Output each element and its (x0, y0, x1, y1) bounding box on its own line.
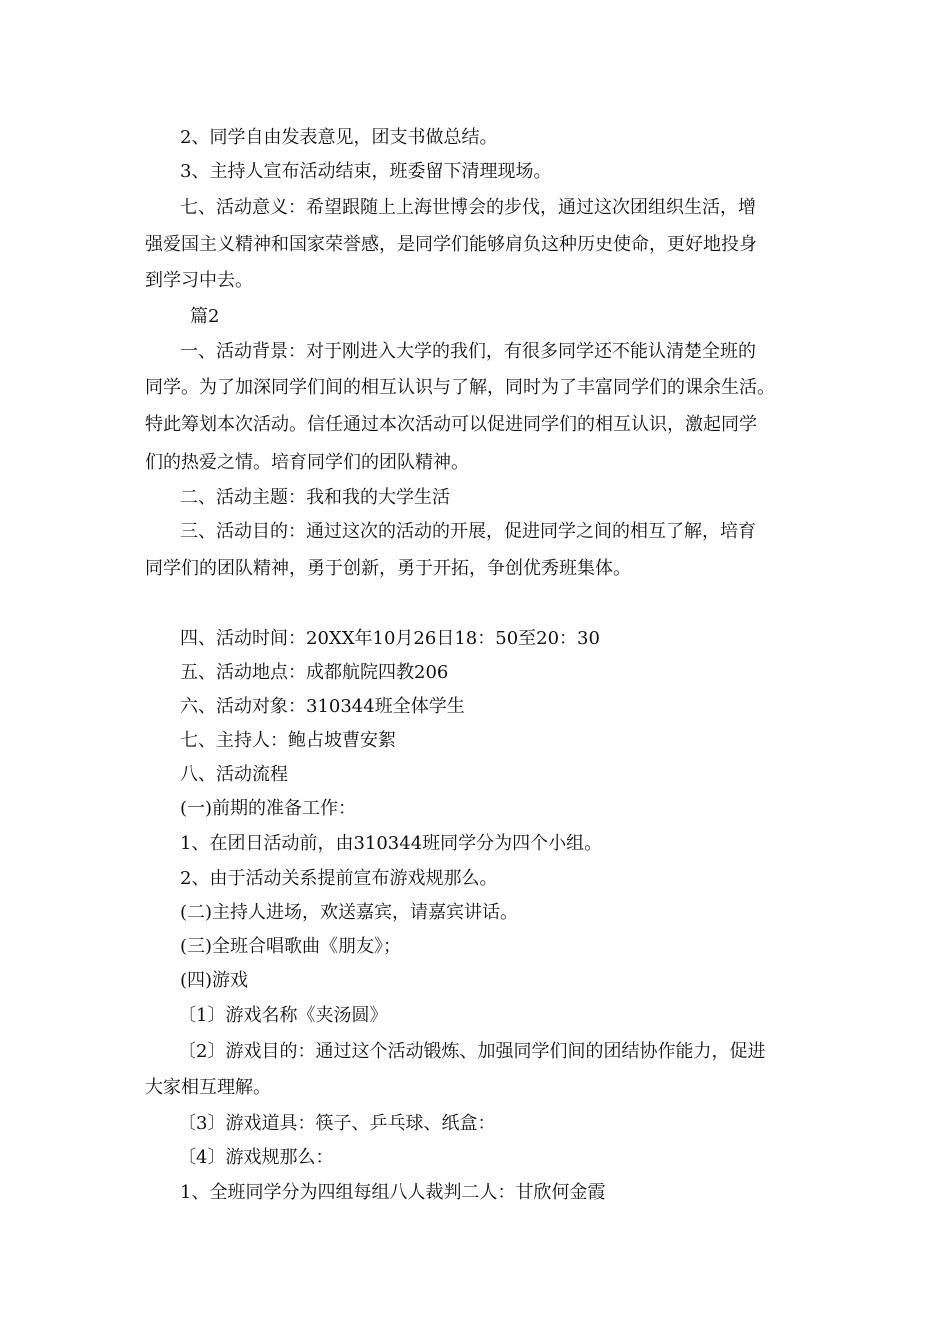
text-line: 六、活动对象：310344班全体学生 (180, 696, 465, 717)
text-line: 〔1〕游戏名称《夹汤圆》 (178, 1005, 388, 1026)
text-line: 二、活动主题：我和我的大学生活 (180, 487, 450, 508)
text-line: 1、在团日活动前，由310344班同学分为四个小组。 (180, 833, 603, 854)
text-line: 特此筹划本次活动。信任通过本次活动可以促进同学们的相互认识，激起同学 (145, 414, 757, 435)
text-line: 〔4〕游戏规那么： (178, 1147, 334, 1168)
text-line: 们的热爱之情。培育同学们的团队精神。 (145, 452, 469, 473)
text-line: 大家相互理解。 (145, 1077, 271, 1098)
text-line: 八、活动流程 (180, 764, 288, 785)
text-line: 〔2〕游戏目的：通过这个活动锻炼、加强同学们间的团结协作能力，促进 (178, 1041, 766, 1062)
text-line: 3、主持人宣布活动结束，班委留下清理现场。 (180, 161, 552, 182)
text-line: 1、全班同学分为四组每组八人裁判二人：甘欣何金霞 (180, 1182, 606, 1203)
text-line: (三)全班合唱歌曲《朋友》； (180, 936, 402, 957)
text-line: 四、活动时间：20XX年10月26日18：50至20：30 (180, 628, 600, 649)
text-line: 一、活动背景：对于刚进入大学的我们，有很多同学还不能认清楚全班的 (180, 341, 756, 362)
text-line: 七、活动意义：希望跟随上上海世博会的步伐，通过这次团组织生活，增 (180, 197, 756, 218)
text-line: 同学们的团队精神，勇于创新，勇于开拓，争创优秀班集体。 (145, 558, 631, 579)
text-line: 2、同学自由发表意见，团支书做总结。 (180, 127, 498, 148)
text-line: 〔3〕游戏道具：筷子、乒乓球、纸盒： (178, 1113, 496, 1134)
text-line: 到学习中去。 (145, 270, 253, 291)
text-line: (四)游戏 (180, 970, 249, 991)
text-line: (二)主持人进场，欢送嘉宾，请嘉宾讲话。 (180, 902, 519, 923)
section-heading: 篇2 (190, 306, 220, 327)
text-line: 七、主持人：鲍占坡曹安絮 (180, 730, 396, 751)
text-line: 强爱国主义精神和国家荣誉感，是同学们能够肩负这种历史使命，更好地投身 (145, 234, 757, 255)
text-line: 2、由于活动关系提前宣布游戏规那么。 (180, 868, 498, 889)
text-line: (一)前期的准备工作： (180, 798, 357, 819)
text-line: 三、活动目的：通过这次的活动的开展，促进同学之间的相互了解，培育 (180, 521, 756, 542)
text-line: 五、活动地点：成都航院四教206 (180, 662, 449, 683)
text-line: 同学。为了加深同学们间的相互认识与了解，同时为了丰富同学们的课余生活。 (145, 377, 775, 398)
